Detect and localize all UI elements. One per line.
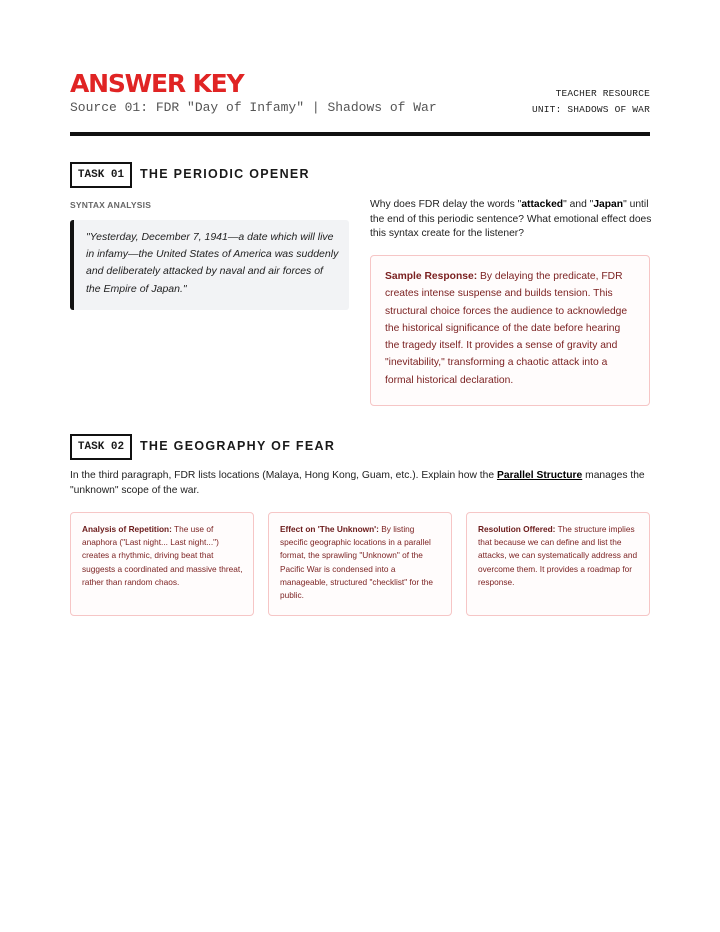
sample-response-box [370, 255, 650, 406]
question-text: " and " [563, 199, 594, 210]
question-text: " until the end of this periodic sentence? What emotional effect does this syntax create for the listener? [370, 199, 652, 240]
syntax-analysis-label: SYNTAX ANALYSIS [70, 200, 152, 210]
analysis-card-resolution [466, 512, 650, 616]
card-text: By listing specific geographic locations in a parallel format, the sprawling "Unknown" of the Pacific War is condensed into a manageable, structured "checklist" for the public. [280, 524, 434, 601]
card-label: Effect on 'The Unknown': [280, 524, 379, 534]
analysis-card-unknown [268, 512, 452, 616]
task-01-badge: TASK 01 [70, 162, 132, 188]
card-text: The use of anaphora ("Last night... Last night...") creates a rhythmic, driving beat that suggests a coordinated and massive threat, rather than random chaos. [82, 524, 243, 587]
prompt-text: In the third paragraph, FDR lists locations (Malaya, Hong Kong, Guam, etc.). Explain how the [70, 470, 497, 481]
page-header [70, 70, 650, 136]
sample-response-text: By delaying the predicate, FDR creates intense suspense and builds tension. This structural choice forces the audience to acknowledge the historical significance of the date before hearing the tragedy itself. It provides a sense of gravity and "inevitability," transforming a chaotic attack into a formal historical declaration. [385, 271, 628, 386]
analysis-card-repetition [70, 512, 254, 616]
keyword-japan: Japan [593, 199, 624, 210]
keyword-attacked: attacked [521, 199, 564, 210]
question-text: Why does FDR delay the words " [370, 199, 522, 210]
card-label: Resolution Offered: [478, 524, 556, 534]
card-label: Analysis of Repetition: [82, 524, 172, 534]
source-subtitle: Source 01: FDR "Day of Infamy" | Shadows of War [70, 100, 437, 115]
resource-type-label: TEACHER RESOURCE [555, 88, 650, 99]
fdr-quote: "Yesterday, December 7, 1941—a date which will live in infamy—the United States of America was suddenly and deliberately attacked by naval and air forces of the Empire of Japan." [70, 220, 349, 310]
task-01-title: THE PERIODIC OPENER [140, 167, 310, 181]
unit-label: UNIT: SHADOWS OF WAR [531, 104, 650, 115]
task-01-question [370, 198, 652, 242]
card-text: The structure implies that because we can define and list the attacks, we can systematically address and overcome them. It provides a roadmap for response. [478, 524, 638, 587]
task-02-title: THE GEOGRAPHY OF FEAR [140, 439, 336, 453]
page-title: ANSWER KEY [70, 69, 244, 98]
parallel-structure-term: Parallel Structure [496, 470, 583, 481]
sample-response-label: Sample Response: [385, 271, 478, 282]
task-02-prompt [70, 469, 652, 498]
task-02-badge: TASK 02 [70, 434, 132, 460]
prompt-text: manages the "unknown" scope of the war. [70, 470, 645, 496]
